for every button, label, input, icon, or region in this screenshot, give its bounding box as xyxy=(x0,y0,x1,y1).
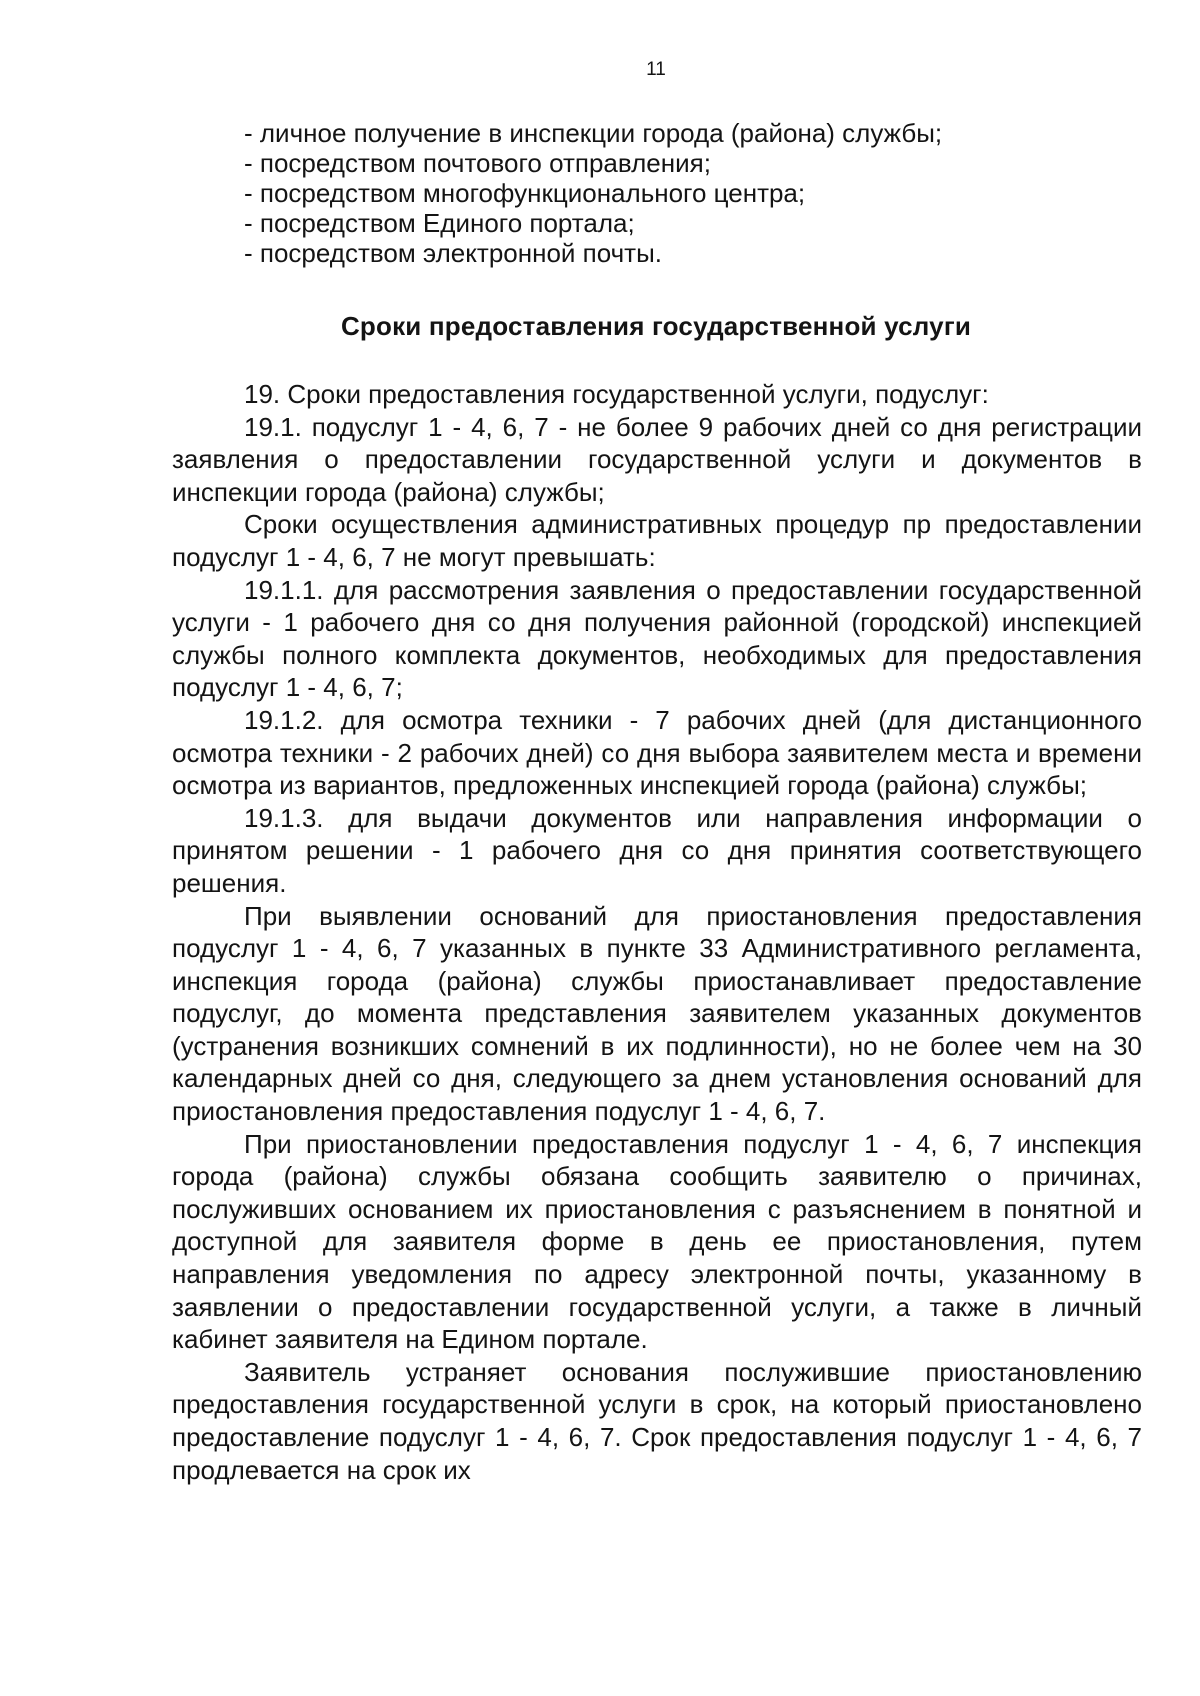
list-item: - посредством электронной почты. xyxy=(244,238,663,268)
page-number: 11 xyxy=(646,59,666,80)
paragraph-19: 19. Сроки предоставления государственной услуги, подуслуг: xyxy=(244,379,989,409)
list-item: - посредством почтового отправления; xyxy=(244,148,711,178)
list-item: - посредством многофункционального центра; xyxy=(244,178,806,208)
delivery-methods-list xyxy=(244,118,1144,268)
list-item: - посредством Единого портала; xyxy=(244,208,635,238)
body-text xyxy=(172,378,1142,1486)
paragraph-applicant-remedy: Заявитель устраняет основания послужившие приостановлению предоставления государственной услуги в срок, на который приостановлено предоставление подуслуг 1 - 4, 6, 7. Срок предоставления подуслуг 1 - 4, 6, 7 продлевается на срок их xyxy=(172,1356,1142,1485)
paragraph-19-1-1: 19.1.1. для рассмотрения заявления о предоставлении государственной услуги - 1 рабочего дня со дня получения районной (городской) инспекцией службы полного комплекта документов, необходимых для предоставления подуслуг 1 - 4, 6, 7; xyxy=(172,574,1142,703)
list-item: - личное получение в инспекции города (района) службы; xyxy=(244,118,943,148)
paragraph-suspension-notice: При приостановлении предоставления подуслуг 1 - 4, 6, 7 инспекция города (района) службы обязана сообщить заявителю о причинах, послуживших основанием их приостановления с разъяснением в понятной и доступной для заявителя форме в день ее приостановления, путем направления уведомления по адресу электронной почты, указанному в заявлении о предоставлении государственной услуги, а также в личный кабинет заявителя на Едином портале. xyxy=(172,1128,1142,1355)
paragraph-19-1: 19.1. подуслуг 1 - 4, 6, 7 - не более 9 рабочих дней со дня регистрации заявления о предоставлении государственной услуги и документов в инспекции города (района) службы; xyxy=(172,411,1142,507)
section-heading: Сроки предоставления государственной услуги xyxy=(340,311,972,341)
paragraph-suspension-grounds: При выявлении оснований для приостановления предоставления подуслуг 1 - 4, 6, 7 указанных в пункте 33 Административного регламента, инспекция города (района) службы приостанавливает предоставление подуслуг, до момента представления заявителем указанных документов (устранения возникших сомнений в их подлинности), но не более чем на 30 календарных дней со дня, следующего за днем установления оснований для приостановления предоставления подуслуг 1 - 4, 6, 7. xyxy=(172,900,1142,1127)
paragraph-procedure-terms: Сроки осуществления административных процедур пр предоставлении подуслуг 1 - 4, 6, 7 не могут превышать: xyxy=(172,509,1142,572)
paragraph-19-1-3: 19.1.3. для выдачи документов или направления информации о принятом решении - 1 рабочего дня со дня принятия соответствующего решения. xyxy=(172,802,1142,898)
paragraph-19-1-2: 19.1.2. для осмотра техники - 7 рабочих дней (для дистанционного осмотра техники - 2 рабочих дней) со дня выбора заявителем места и времени осмотра из вариантов, предложенных инспекцией города (района) службы; xyxy=(172,704,1142,801)
